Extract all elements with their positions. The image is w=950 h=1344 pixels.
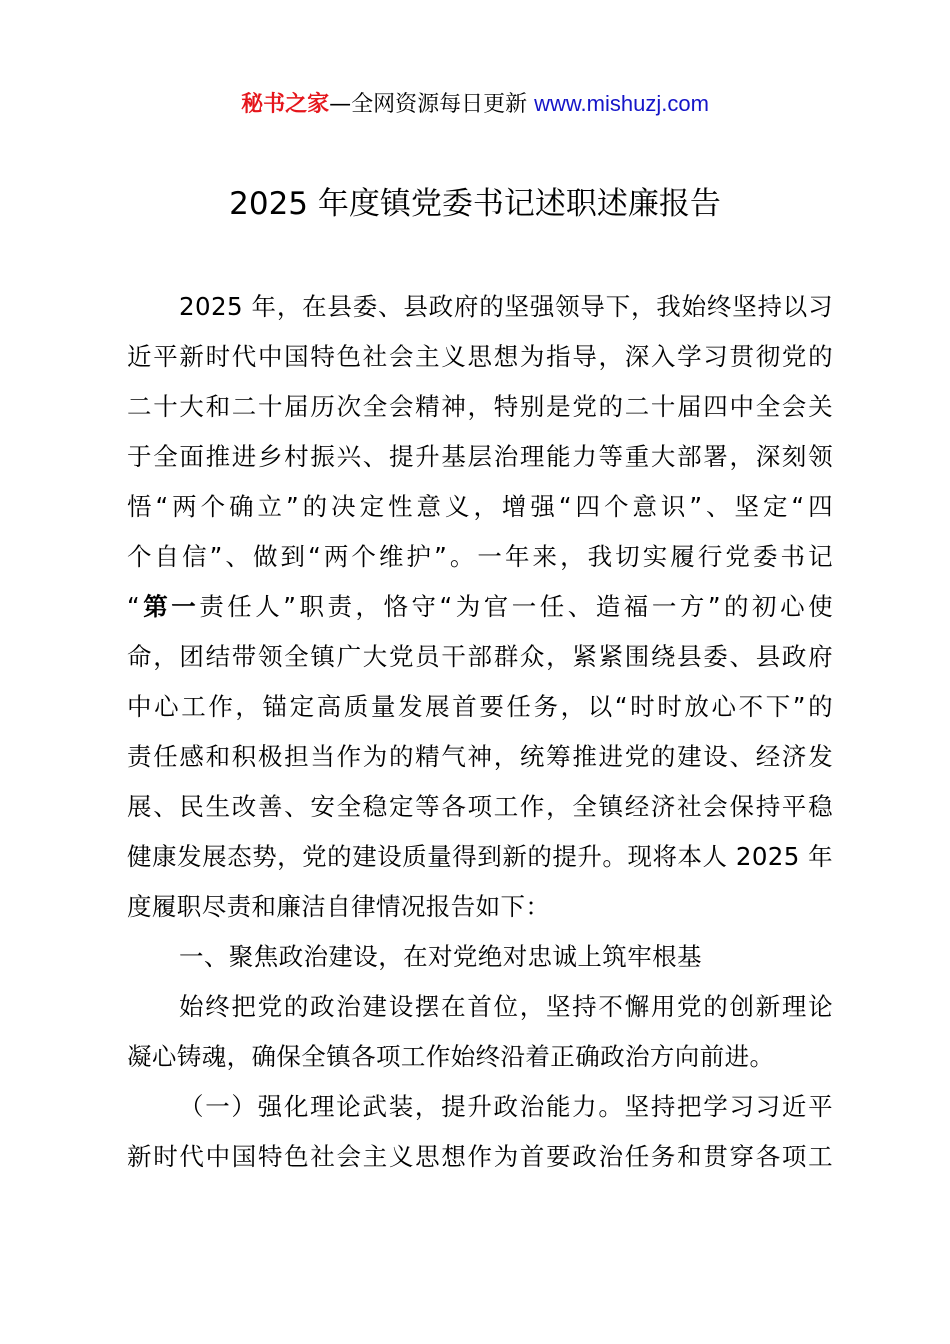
bold-text: 第一	[140, 592, 200, 621]
section-heading: 一、聚焦政治建设，在对党绝对忠诚上筑牢根基	[179, 942, 702, 971]
paragraph-line: 健康发展态势，党的建设质量得到新的提升。现将本人 2025 年	[127, 842, 833, 871]
subsection-line: （一）强化理论武装，提升政治能力。坚持把学习习近平	[179, 1092, 833, 1121]
paragraph-line: 始终把党的政治建设摆在首位，坚持不懈用党的创新理论	[179, 992, 833, 1021]
paragraph-line: 近平新时代中国特色社会主义思想为指导，深入学习贯彻党的	[127, 342, 833, 371]
paragraph-line: 于全面推进乡村振兴、提升基层治理能力等重大部署，深刻领	[127, 442, 833, 471]
paragraph-line: 度履职尽责和廉洁自律情况报告如下：	[127, 892, 551, 921]
paragraph-line: 中心工作，锚定高质量发展首要任务，以“时时放心不下”的	[127, 692, 833, 721]
paragraph-line: 悟“两个确立”的决定性意义，增强“四个意识”、坚定“四	[127, 492, 833, 521]
paragraph-line: 2025 年，在县委、县政府的坚强领导下，我始终坚持以习	[179, 292, 833, 321]
paragraph-line: 新时代中国特色社会主义思想作为首要政治任务和贯穿各项工	[127, 1142, 833, 1171]
paragraph-line: 凝心铸魂，确保全镇各项工作始终沿着正确政治方向前进。	[127, 1042, 775, 1071]
site-tagline: —全网资源每日更新	[329, 92, 528, 117]
paragraph-line: 责任感和积极担当作为的精气神，统筹推进党的建设、经济发	[127, 742, 833, 771]
paragraph-line: 展、民生改善、安全稳定等各项工作，全镇经济社会保持平稳	[127, 792, 833, 821]
site-banner	[0, 88, 950, 121]
paragraph-line: 命，团结带领全镇广大党员干部群众，紧紧围绕县委、县政府	[127, 642, 833, 671]
paragraph-line: 二十大和二十届历次全会精神，特别是党的二十届四中全会关	[127, 392, 833, 421]
paragraph-line	[127, 582, 833, 632]
site-url-link[interactable]: www.mishuzj.com	[534, 91, 709, 116]
site-brand: 秘书之家	[241, 92, 330, 117]
document-body	[127, 282, 833, 1182]
line-text: 责任人”职责，恪守“为官一任、造福一方”的初心使	[199, 592, 833, 621]
paragraph-line: 个自信”、做到“两个维护”。一年来，我切实履行党委书记	[127, 542, 833, 571]
document-title: 2025 年度镇党委书记述职述廉报告	[229, 186, 721, 222]
quote-mark: “	[127, 592, 141, 621]
